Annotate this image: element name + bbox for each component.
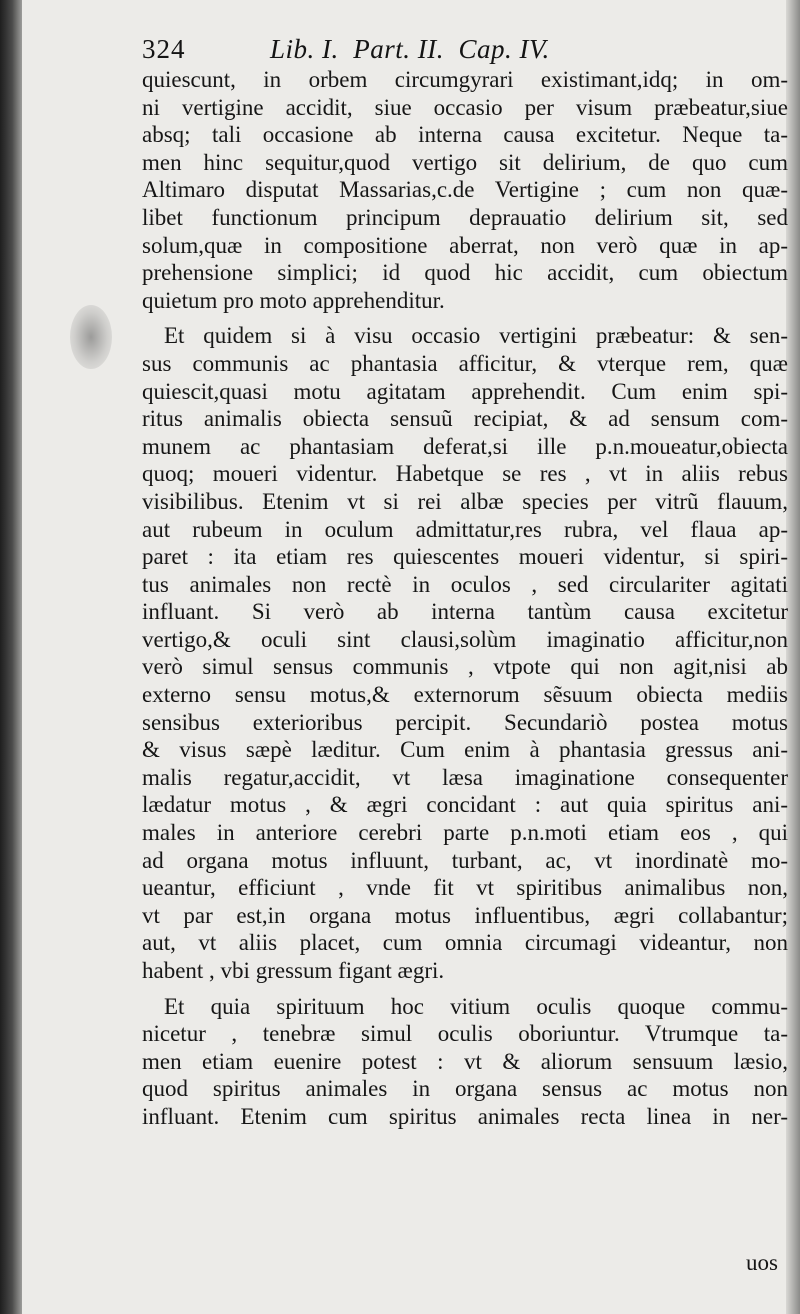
text-line: paret : ita etiam res quiescentes moueri videntur, si spiri- xyxy=(142,544,788,570)
text-line: ritus animalis obiecta sensuũ recipiat, & ad sensum com- xyxy=(142,406,788,432)
text-line: habent , vbi gressum figant ægri. xyxy=(142,958,445,983)
text-line: Et quia spirituum hoc vitium oculis quoque commu- xyxy=(164,993,788,1019)
text-line: quiescit,quasi motu agitatam apprehendit. Cum enim spi- xyxy=(142,378,788,404)
text-line: aut, vt aliis placet, cum omnia circumagi videantur, non xyxy=(142,930,788,956)
text-line: libet functionum principum deprauatio delirium sit, sed xyxy=(142,204,788,230)
text-line: vertigo,& oculi sint clausi,solùm imaginatio afficitur,non xyxy=(142,626,788,652)
text-line: quod spiritus animales in organa sensus ac motus non xyxy=(142,1076,788,1102)
page-number: 324 xyxy=(142,34,186,64)
text-line: externo sensu motus,& externorum sẽsuum obiecta mediis xyxy=(142,682,788,708)
catchword: uos xyxy=(746,1250,778,1275)
text-line: & visus sæpè læditur. Cum enim à phantasia gressus ani- xyxy=(142,737,788,763)
text-line: malis regatur,accidit, vt læsa imaginatione consequenter xyxy=(142,764,788,790)
text-line: nicetur , tenebræ simul oculis oboriuntur. Vtrumque ta- xyxy=(142,1021,788,1047)
text-line: sensibus exterioribus percipit. Secundariò postea motus xyxy=(142,709,788,735)
text-line: Altimaro disputat Massarias,c.de Vertigine ; cum non quæ- xyxy=(142,177,788,203)
text-line: males in anteriore cerebri parte p.n.moti etiam eos , qui xyxy=(142,820,788,846)
body-text xyxy=(142,66,788,1131)
text-line: influant. Si verò ab interna tantùm causa excitetur xyxy=(142,599,788,625)
paragraph xyxy=(142,322,788,984)
text-line: influant. Etenim cum spiritus animales recta linea in ner- xyxy=(142,1103,788,1129)
text-line: men etiam euenire potest : vt & aliorum sensuum læsio, xyxy=(142,1048,788,1074)
page-edge-shadow xyxy=(786,0,800,1314)
paragraph xyxy=(142,66,788,314)
text-line: aut rubeum in oculum admittatur,res rubra, vel flaua ap- xyxy=(142,516,788,542)
text-line: solum,quæ in compositione aberrat, non verò quæ in ap- xyxy=(142,232,788,258)
text-line: ad organa motus influunt, turbant, ac, vt inordinatè mo- xyxy=(142,847,788,873)
ink-stain xyxy=(70,305,112,369)
text-line: sus communis ac phantasia afficitur, & vterque rem, quæ xyxy=(142,350,788,376)
text-line: absq; tali occasione ab interna causa excitetur. Neque ta- xyxy=(142,122,788,148)
text-line: quietum pro moto apprehenditur. xyxy=(142,287,445,313)
text-line: quiescunt, in orbem circumgyrari existimant,idq; in om- xyxy=(142,67,788,92)
text-line: quoq; moueri videntur. Habetque se res , vt in aliis rebus xyxy=(142,461,788,487)
page-header xyxy=(142,34,662,70)
text-line: visibilibus. Etenim vt si rei albæ species per vitrũ flauum, xyxy=(142,488,788,514)
text-line: Et quidem si à visu occasio vertigini præbeatur: & sen- xyxy=(164,323,788,349)
text-line: ueantur, efficiunt , vnde fit vt spiritibus animalibus non, xyxy=(142,875,788,901)
paragraph xyxy=(142,993,788,1131)
text-line: tus animales non rectè in oculos , sed circulariter agitati xyxy=(142,571,788,597)
text-line: prehensione simplici; id quod hic accidit, cum obiectum xyxy=(142,260,788,286)
book-binding-shadow xyxy=(0,0,22,1314)
text-line: munem ac phantasiam deferat,si ille p.n.moueatur,obiecta xyxy=(142,433,788,459)
text-line: vt par est,in organa motus influentibus, ægri collabantur; xyxy=(142,902,788,928)
text-line: verò simul sensus communis , vtpote qui non agit,nisi ab xyxy=(142,654,788,680)
text-line: ni vertigine accidit, siue occasio per visum præbeatur,siue xyxy=(142,94,788,120)
running-title: Lib. I. Part. II. Cap. IV. xyxy=(270,34,550,64)
text-line: lædatur motus , & ægri concidant : aut quia spiritus ani- xyxy=(142,792,788,818)
text-line: men hinc sequitur,quod vertigo sit delirium, de quo cum xyxy=(142,149,788,175)
